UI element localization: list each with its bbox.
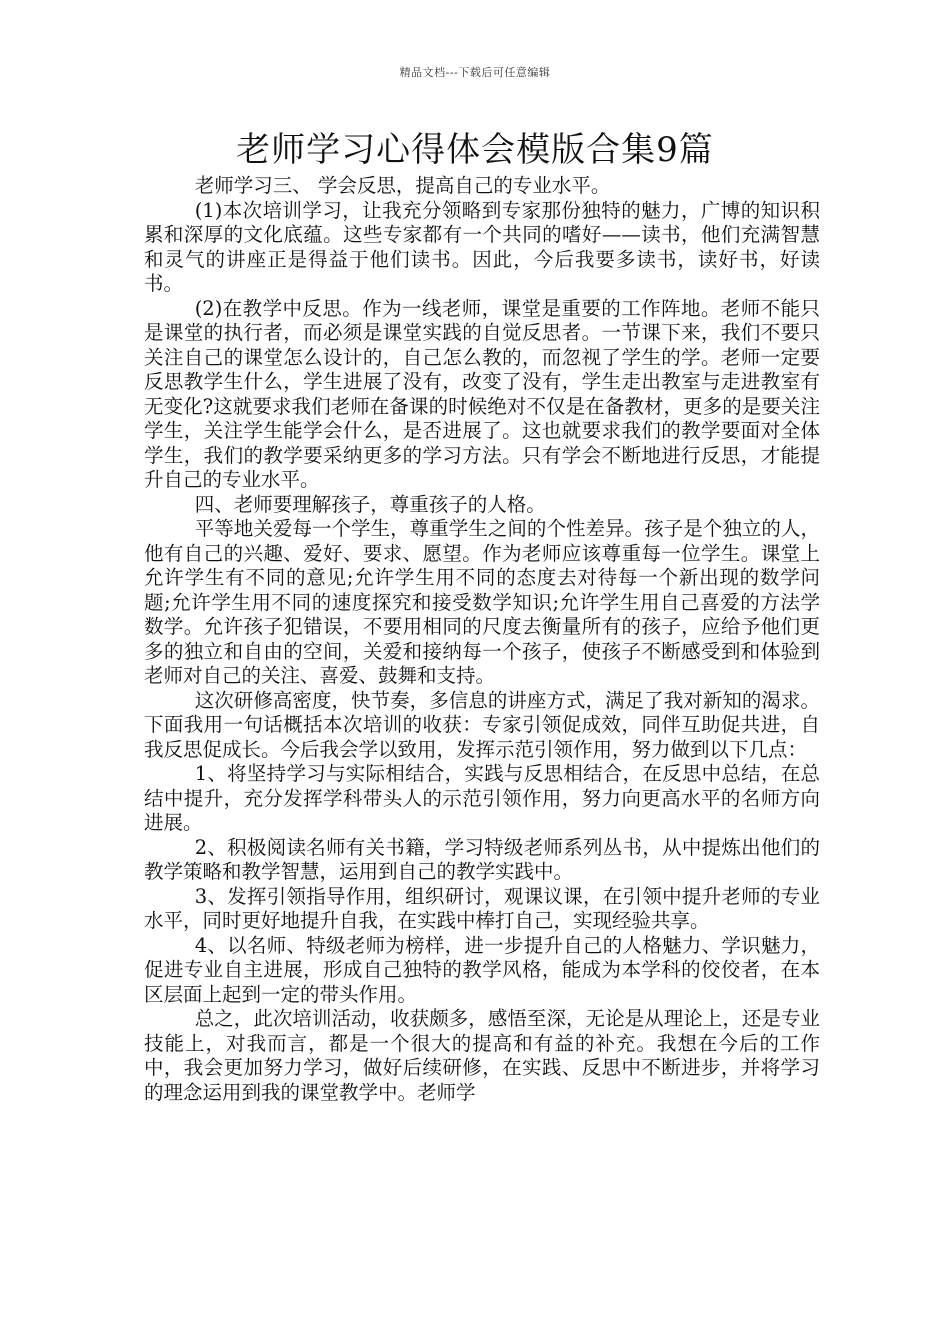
paragraph-conclusion: 总之，此次培训活动，收获颇多，感悟至深，无论是从理论上，还是专业技能上，对我而言，都是一个很大的提高和有益的补充。我想在今后的工作中，我会更加努力学习，做好后续研修，在实践、反思中不断进步，并将学习的理念运用到我的课堂教学中。老师学 <box>144 1007 820 1104</box>
paragraph-respect-students: 平等地关爱每一个学生，尊重学生之间的个性差异。孩子是个独立的人，他有自己的兴趣、爱好、要求、愿望。作为老师应该尊重每一位学生。课堂上允许学生有不同的意见;允许学生用不同的态度去对待每一个新出现的数学问题;允许学生用不同的速度探究和接受数学知识;允许学生用自己喜爱的方法学数学。允许孩子犯错误，不要用相同的尺度去衡量所有的孩子，应给予他们更多的独立和自由的空间，关爱和接纳每一个孩子，使孩子不断感受到和体验到老师对自己的关注、喜爱、鼓舞和支持。 <box>144 517 820 687</box>
list-item-4: 4、以名师、特级老师为榜样，进一步提升自己的人格魅力、学识魅力，促进专业自主进展，形成自己独特的教学风格，能成为本学科的佼佼者，在本区层面上起到一定的带头作用。 <box>144 933 820 1006</box>
header-note: 精品文档---下载后可任意编辑 <box>399 66 551 79</box>
paragraph-training-summary: 这次研修高密度，快节奏，多信息的讲座方式，满足了我对新知的渴求。下面我用一句话概括本次培训的收获：专家引领促成效，同伴互助促共进，自我反思促成长。今后我会学以致用，发挥示范引领作用，努力做到以下几点： <box>144 688 820 761</box>
document-title: 老师学习心得体会模版合集9篇 <box>236 130 714 170</box>
list-item-1: 1、将坚持学习与实际相结合，实践与反思相结合，在反思中总结，在总结中提升，充分发挥学科带头人的示范引领作用，努力向更高水平的名师方向进展。 <box>144 762 820 834</box>
paragraph-section-four-heading: 四、老师要理解孩子，尊重孩子的人格。 <box>194 492 546 516</box>
paragraph-reading: (1)本次培训学习，让我充分领略到专家那份独特的魅力，广博的知识积累和深厚的文化底蕴。这些专家都有一个共同的嗜好——读书，他们充满智慧和灵气的讲座正是得益于他们读书。因此，今后我要多读书，读好书，好读书。 <box>144 198 820 295</box>
document-body <box>144 174 820 1105</box>
list-item-3: 3、发挥引领指导作用，组织研讨，观课议课，在引领中提升老师的专业水平，同时更好地提升自我，在实践中棒打自己，实现经验共享。 <box>144 884 820 932</box>
paragraph-teaching-reflection: (2)在教学中反思。作为一线老师，课堂是重要的工作阵地。老师不能只是课堂的执行者，而必须是课堂实践的自觉反思者。一节课下来，我们不要只关注自己的课堂怎么设计的，自己怎么教的，而忽视了学生的学。老师一定要反思教学生什么，学生进展了没有，改变了没有，学生走出教室与走进教室有无变化?这就要求我们老师在备课的时候绝对不仅是在备教材，更多的是要关注学生，关注学生能学会什么，是否进展了。这也就要求我们的教学要面对全体学生，我们的教学要采纳更多的学习方法。只有学会不断地进行反思，才能提升自己的专业水平。 <box>144 296 820 491</box>
list-item-2: 2、积极阅读名师有关书籍，学习特级老师系列丛书，从中提炼出他们的教学策略和教学智慧，运用到自己的教学实践中。 <box>144 835 820 883</box>
paragraph-section-three-heading: 老师学习三、 学会反思，提高自己的专业水平。 <box>194 174 611 197</box>
